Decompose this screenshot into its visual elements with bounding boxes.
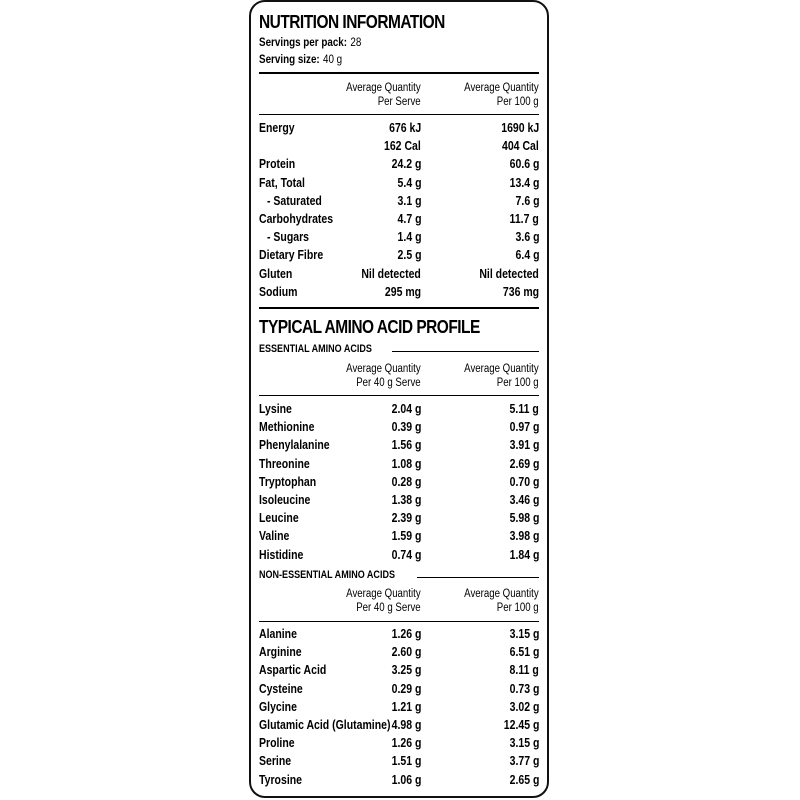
essential-column-header-per-100g xyxy=(465,362,539,390)
row-value-per-serve: 1.26 g xyxy=(391,736,421,751)
row-value-per-100g: 0.97 g xyxy=(509,420,539,435)
row-label: Leucine xyxy=(259,511,299,526)
serving-size-label: Serving size: xyxy=(259,52,320,66)
serving-size xyxy=(259,52,342,66)
serving-size-value: 40 g xyxy=(322,52,343,66)
row-value-per-100g: 60.6 g xyxy=(509,157,539,172)
row-value-per-100g: 2.65 g xyxy=(509,772,539,787)
row-label: Lysine xyxy=(259,402,292,416)
row-label: Energy xyxy=(259,121,295,135)
table-row xyxy=(259,285,539,303)
row-value-per-100g: 8.11 g xyxy=(509,663,539,678)
row-value-per-serve: 295 mg xyxy=(384,284,421,299)
row-value-per-100g: 13.4 g xyxy=(509,175,539,190)
table-row xyxy=(259,511,539,529)
row-value-per-100g: Nil detected xyxy=(479,266,539,281)
row-value-per-100g: 6.51 g xyxy=(509,645,539,660)
row-value-per-serve: Nil detected xyxy=(361,266,421,281)
table-row xyxy=(259,663,539,681)
row-label: Tryptophan xyxy=(259,474,317,489)
row-value-per-100g: 0.73 g xyxy=(509,681,539,696)
table-row xyxy=(259,230,539,248)
row-value-per-serve: 676 kJ xyxy=(388,121,421,135)
row-label: Sodium xyxy=(259,284,298,299)
row-value-per-100g: 3.91 g xyxy=(509,438,539,453)
essential-column-header-serve xyxy=(347,362,421,390)
table-row xyxy=(259,176,539,194)
row-value-per-100g: 6.4 g xyxy=(515,248,539,263)
column-header-line: Per Serve xyxy=(378,96,421,108)
table-row xyxy=(259,754,539,772)
table-row xyxy=(259,194,539,212)
table-row xyxy=(259,267,539,285)
panel-content xyxy=(259,2,539,796)
table-row xyxy=(259,529,539,547)
table-row xyxy=(259,718,539,736)
heading-rule xyxy=(417,577,539,578)
row-label: Histidine xyxy=(259,547,304,562)
table-row xyxy=(259,700,539,718)
column-header-line: Per 40 g Serve xyxy=(356,602,421,614)
servings-label: Servings per pack: xyxy=(259,35,348,49)
table-row xyxy=(259,493,539,511)
column-header-line: Per 100 g xyxy=(497,602,539,614)
row-label: Glycine xyxy=(259,699,297,714)
row-label: Proline xyxy=(259,736,295,751)
heading-rule xyxy=(392,351,539,352)
divider xyxy=(259,307,539,309)
row-value-per-serve: 3.1 g xyxy=(397,193,421,208)
table-row xyxy=(259,457,539,475)
row-value-per-serve: 4.7 g xyxy=(397,212,421,226)
row-value-per-serve: 1.38 g xyxy=(391,493,421,507)
divider xyxy=(259,114,539,115)
column-header-per-100g xyxy=(465,81,539,109)
column-header-line: Per 40 g Serve xyxy=(356,377,421,389)
row-value-per-serve: 1.08 g xyxy=(391,456,421,471)
row-value-per-100g: 3.46 g xyxy=(509,493,539,507)
column-header-line: Average Quantity xyxy=(346,82,421,94)
row-value-per-serve: 0.39 g xyxy=(391,420,421,435)
row-value-per-serve: 24.2 g xyxy=(391,157,421,172)
row-label: - Sugars xyxy=(267,230,310,245)
row-value-per-100g: 736 mg xyxy=(502,284,539,299)
row-value-per-100g: 3.15 g xyxy=(509,736,539,751)
row-label: Alanine xyxy=(259,627,297,641)
row-value-per-serve: 2.60 g xyxy=(391,645,421,660)
table-row xyxy=(259,548,539,566)
row-value-per-100g: 3.98 g xyxy=(509,529,539,544)
servings-per-pack xyxy=(259,35,361,49)
row-label: Tyrosine xyxy=(259,772,302,787)
row-label: Threonine xyxy=(259,456,310,471)
row-value-per-serve: 0.74 g xyxy=(391,547,421,562)
column-header-line: Average Quantity xyxy=(464,588,539,600)
table-row xyxy=(259,139,539,157)
row-value-per-100g: 5.11 g xyxy=(509,402,539,416)
row-label: Glutamic Acid (Glutamine) xyxy=(259,718,391,732)
table-row xyxy=(259,157,539,175)
row-value-per-100g: 12.45 g xyxy=(503,718,539,732)
column-header-per-serve xyxy=(347,81,421,109)
column-header-line: Average Quantity xyxy=(464,363,539,375)
row-label: Valine xyxy=(259,529,290,544)
nutrition-panel xyxy=(249,0,549,798)
row-value-per-100g: 11.7 g xyxy=(509,212,539,226)
row-value-per-serve: 1.06 g xyxy=(391,772,421,787)
row-label: Aspartic Acid xyxy=(259,663,327,678)
row-label: Serine xyxy=(259,754,292,769)
table-row xyxy=(259,773,539,791)
divider xyxy=(259,621,539,622)
row-value-per-100g: 2.69 g xyxy=(509,456,539,471)
row-value-per-100g: 3.6 g xyxy=(515,230,539,245)
amino-title: TYPICAL AMINO ACID PROFILE xyxy=(259,317,480,337)
row-value-per-100g: 7.6 g xyxy=(515,193,539,208)
column-header-line: Average Quantity xyxy=(346,588,421,600)
row-value-per-100g: 1690 kJ xyxy=(501,121,539,135)
row-value-per-100g: 3.15 g xyxy=(509,627,539,641)
divider xyxy=(259,72,539,74)
table-row xyxy=(259,402,539,420)
non-essential-heading: NON-ESSENTIAL AMINO ACIDS xyxy=(259,569,395,581)
table-row xyxy=(259,121,539,139)
column-header-line: Per 100 g xyxy=(497,377,539,389)
table-row xyxy=(259,645,539,663)
row-value-per-serve: 162 Cal xyxy=(384,139,421,154)
column-header-line: Average Quantity xyxy=(346,363,421,375)
row-label: Protein xyxy=(259,157,296,172)
row-value-per-100g: 1.84 g xyxy=(509,547,539,562)
nutrition-title: NUTRITION INFORMATION xyxy=(259,12,445,32)
row-value-per-100g: 3.02 g xyxy=(509,699,539,714)
row-value-per-serve: 0.29 g xyxy=(391,681,421,696)
column-header-line: Per 100 g xyxy=(497,96,539,108)
servings-value: 28 xyxy=(350,35,362,49)
table-row xyxy=(259,420,539,438)
table-row xyxy=(259,736,539,754)
row-value-per-100g: 3.77 g xyxy=(509,754,539,769)
row-label: Phenylalanine xyxy=(259,438,330,453)
table-row xyxy=(259,475,539,493)
table-row xyxy=(259,627,539,645)
row-label: Isoleucine xyxy=(259,493,311,507)
non-essential-column-header-serve xyxy=(347,587,421,615)
essential-heading: ESSENTIAL AMINO ACIDS xyxy=(259,343,372,355)
row-label: Arginine xyxy=(259,645,302,660)
row-value-per-serve: 1.59 g xyxy=(391,529,421,544)
row-label: Cysteine xyxy=(259,681,303,696)
row-value-per-serve: 4.98 g xyxy=(391,718,421,732)
row-value-per-100g: 0.70 g xyxy=(509,474,539,489)
row-value-per-serve: 2.04 g xyxy=(391,402,421,416)
row-value-per-serve: 5.4 g xyxy=(397,175,421,190)
row-label: Dietary Fibre xyxy=(259,248,324,263)
row-label: Methionine xyxy=(259,420,315,435)
table-row xyxy=(259,682,539,700)
row-value-per-serve: 3.25 g xyxy=(391,663,421,678)
row-label: Gluten xyxy=(259,266,293,281)
table-row xyxy=(259,438,539,456)
row-value-per-serve: 1.26 g xyxy=(391,627,421,641)
non-essential-column-header-per-100g xyxy=(465,587,539,615)
column-header-line: Average Quantity xyxy=(464,82,539,94)
row-value-per-serve: 0.28 g xyxy=(391,474,421,489)
row-value-per-100g: 5.98 g xyxy=(509,511,539,526)
row-label: Carbohydrates xyxy=(259,212,334,226)
row-value-per-serve: 1.56 g xyxy=(391,438,421,453)
row-label: - Saturated xyxy=(267,193,322,208)
row-value-per-100g: 404 Cal xyxy=(502,139,539,154)
table-row xyxy=(259,248,539,266)
row-value-per-serve: 1.21 g xyxy=(391,699,421,714)
table-row xyxy=(259,212,539,230)
row-value-per-serve: 1.4 g xyxy=(397,230,421,245)
divider xyxy=(259,395,539,396)
row-label: Fat, Total xyxy=(259,175,305,190)
row-value-per-serve: 2.39 g xyxy=(391,511,421,526)
row-value-per-serve: 2.5 g xyxy=(397,248,421,263)
row-value-per-serve: 1.51 g xyxy=(391,754,421,769)
